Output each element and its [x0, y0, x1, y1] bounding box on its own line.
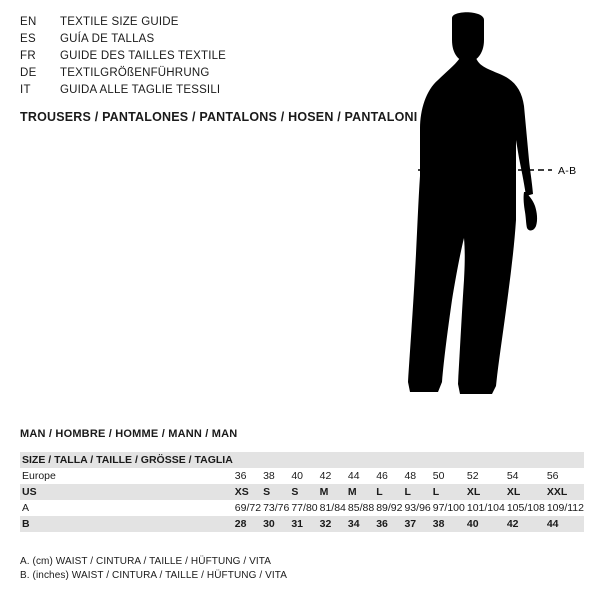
cell: 38 — [432, 518, 445, 530]
language-title: TEXTILE SIZE GUIDE — [60, 16, 179, 28]
cell: 50 — [432, 470, 445, 482]
cell: 109/112 — [546, 502, 584, 514]
cell: 36 — [234, 470, 247, 482]
cell: 34 — [347, 518, 360, 530]
cell: 40 — [291, 470, 304, 482]
cell — [505, 452, 545, 468]
table-row — [20, 516, 584, 532]
language-title: GUÍA DE TALLAS — [60, 33, 155, 45]
male-silhouette-icon — [380, 10, 590, 410]
cell: L — [432, 486, 440, 498]
table-row — [20, 452, 584, 468]
language-row — [20, 50, 350, 67]
language-code: EN — [20, 16, 37, 28]
figure-illustration — [380, 10, 590, 410]
cell: XL — [506, 486, 521, 498]
cell: 54 — [506, 470, 519, 482]
cell: 97/100 — [432, 502, 465, 514]
language-title: GUIDA ALLE TAGLIE TESSILI — [60, 84, 221, 96]
cell: 32 — [319, 518, 332, 530]
cell: 89/92 — [376, 502, 403, 514]
language-row — [20, 16, 350, 33]
cell: 42 — [319, 470, 332, 482]
cell: 56 — [546, 470, 559, 482]
table-section-title: MAN / HOMBRE / HOMME / MANN / MAN — [20, 428, 238, 440]
cell: 42 — [506, 518, 519, 530]
language-row — [20, 33, 350, 50]
footnote-a: A. (cm) WAIST / CINTURA / TAILLE / HÜFTUNG / VITA — [20, 556, 272, 567]
cell: XXL — [546, 486, 568, 498]
measure-label-ab: A-B — [558, 165, 577, 177]
cell: 52 — [466, 470, 479, 482]
language-row — [20, 67, 350, 84]
cell: XL — [466, 486, 481, 498]
cell: M — [319, 486, 329, 498]
cell: 44 — [546, 518, 559, 530]
garment-type-title: TROUSERS / PANTALONES / PANTALONS / HOSEN / PANTALONI — [20, 110, 418, 124]
language-row — [20, 84, 350, 101]
language-title: GUIDE DES TAILLES TEXTILE — [60, 50, 227, 62]
cell: L — [404, 486, 411, 498]
cell — [374, 452, 402, 468]
row-label: A — [22, 502, 30, 514]
cell — [402, 452, 430, 468]
cell: 48 — [404, 470, 417, 482]
row-label: SIZE / TALLA / TAILLE / GRÖSSE / TAGLIA — [22, 454, 233, 466]
cell — [545, 452, 584, 468]
cell: S — [291, 486, 299, 498]
cell — [431, 452, 465, 468]
cell: 37 — [404, 518, 417, 530]
row-label: US — [22, 486, 37, 498]
cell: S — [263, 486, 271, 498]
language-code: FR — [20, 50, 36, 62]
cell — [233, 452, 261, 468]
cell: 44 — [347, 470, 360, 482]
cell: 101/104 — [466, 502, 505, 514]
language-header — [20, 16, 350, 101]
cell: M — [347, 486, 357, 498]
cell: 77/80 — [291, 502, 318, 514]
cell: 73/76 — [263, 502, 290, 514]
cell — [465, 452, 505, 468]
cell — [261, 452, 289, 468]
cell: 46 — [376, 470, 388, 482]
table-row — [20, 500, 584, 516]
cell: 85/88 — [347, 502, 375, 514]
size-table — [20, 452, 584, 532]
language-code: IT — [20, 84, 31, 96]
cell: 40 — [466, 518, 479, 530]
cell: 31 — [291, 518, 304, 530]
cell: 93/96 — [404, 502, 431, 514]
footnote-b: B. (inches) WAIST / CINTURA / TAILLE / HÜFTUNG / VITA — [20, 570, 288, 581]
cell: 81/84 — [319, 502, 346, 514]
table-row — [20, 484, 584, 500]
language-code: ES — [20, 33, 36, 45]
row-label: Europe — [22, 470, 56, 482]
footnotes — [20, 555, 287, 583]
cell: 30 — [263, 518, 275, 530]
cell: 28 — [234, 518, 247, 530]
cell — [346, 452, 374, 468]
language-code: DE — [20, 67, 37, 79]
cell — [289, 452, 317, 468]
cell: L — [376, 486, 383, 498]
cell: 105/108 — [506, 502, 545, 514]
cell: XS — [234, 486, 249, 498]
cell — [318, 452, 346, 468]
row-label: B — [22, 518, 30, 530]
cell: 38 — [263, 470, 275, 482]
cell: 69/72 — [234, 502, 262, 514]
table-row — [20, 468, 584, 484]
language-title: TEXTILGRÖßENFÜHRUNG — [60, 67, 210, 79]
cell: 36 — [376, 518, 388, 530]
